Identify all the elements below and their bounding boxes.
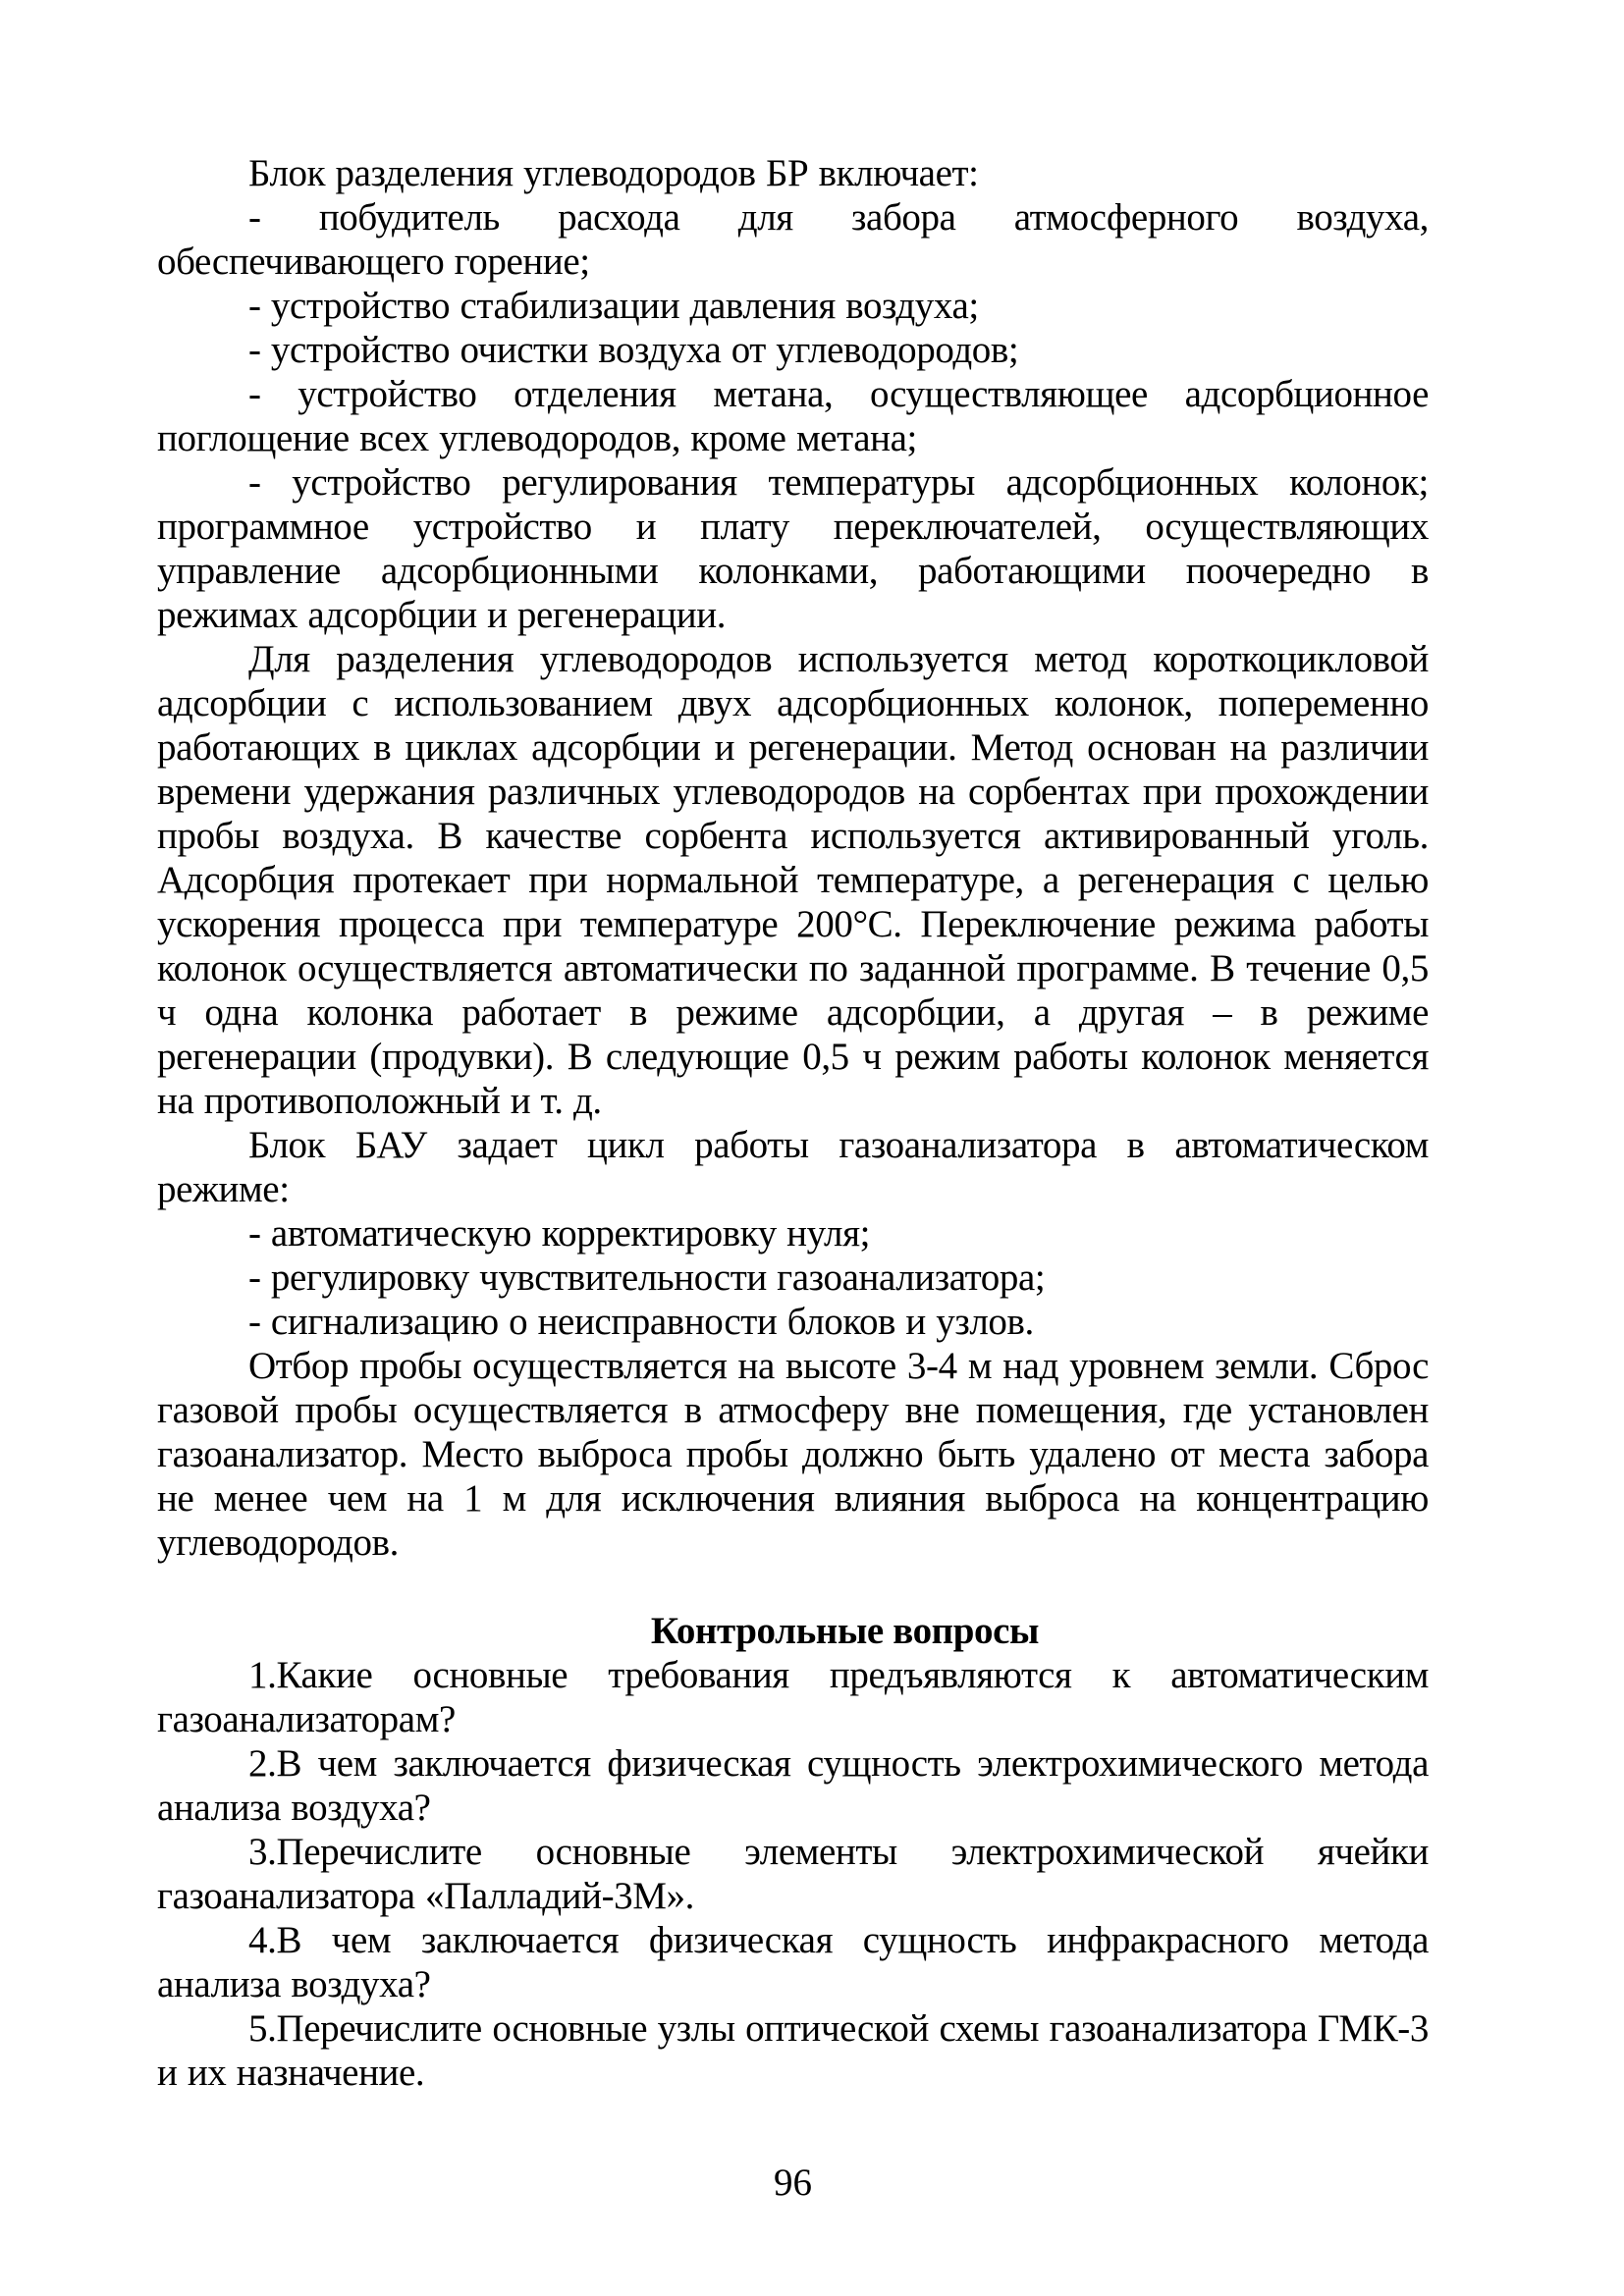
question-3: 3.Перечислите основные элементы электрохимической ячейки газоанализатора «Палладий-3М». [157,1831,1429,1917]
list-item-fault-alarm: - сигнализацию о неисправности блоков и узлов. [248,1301,1034,1343]
question-2: 2.В чем заключается физическая сущность электрохимического метода анализа воздуха? [157,1742,1429,1829]
list-item-air-purifier: - устройство очистки воздуха от углеводородов; [248,329,1019,371]
list-item-zero-correction: - автоматическую корректировку нуля; [248,1212,871,1255]
paragraph-sampling: Отбор пробы осуществляется на высоте 3-4 м над уровнем земли. Сброс газовой пробы осуществляется в атмосферу вне помещения, где установлен газоанализатор. Место выброса пробы должно быть удалено от места забора не менее чем на 1 м для исключения влияния выброса на концентрацию углеводородов. [157,1345,1429,1564]
paragraph-adsorption-method: Для разделения углеводородов используется метод короткоцикловой адсорбции с использованием двух адсорбционных колонок, попеременно работающих в циклах адсорбции и регенерации. Метод основан на различии времени удержания различных углеводородов на сорбентах при прохождении пробы воздуха. В качестве сорбента используется активированный уголь. Адсорбция протекает при нормальной температуре, а регенерация с целью ускорения процесса при температуре 200°С. Переключение режима работы колонок осуществляется автоматически по заданной программе. В течение 0,5 ч одна колонка работает в режиме адсорбции, а другая – в режиме регенерации (продувки). В следующие 0,5 ч режим работы колонок меняется на противоположный и т. д. [157,638,1429,1122]
list-item-flow-inducer: - побудитель расхода для забора атмосферного воздуха, обеспечивающего горение; [157,196,1429,283]
paragraph-bau-block: Блок БАУ задает цикл работы газоанализатора в автоматическом режиме: [157,1124,1429,1210]
paragraph-intro-br-block: Блок разделения углеводородов БР включает: [248,152,979,194]
list-item-temperature-regulator: - устройство регулирования температуры адсорбционных колонок; программное устройство и плату переключателей, осуществляющих управление адсорбционными колонками, работающими поочередно в режимах адсорбции и регенерации. [157,461,1429,636]
question-4: 4.В чем заключается физическая сущность инфракрасного метода анализа воздуха? [157,1919,1429,2005]
list-item-pressure-stabilizer: - устройство стабилизации давления воздуха; [248,285,979,327]
list-item-sensitivity-adjustment: - регулировку чувствительности газоанализатора; [248,1256,1046,1299]
section-heading-control-questions: Контрольные вопросы [650,1610,1040,1652]
question-5: 5.Перечислите основные узлы оптической схемы газоанализатора ГМК-3 и их назначение. [157,2007,1429,2094]
question-1: 1.Какие основные требования предъявляются к автоматическим газоанализаторам? [157,1654,1429,1740]
page-number: 96 [774,2162,812,2204]
list-item-methane-separator: - устройство отделения метана, осуществляющее адсорбционное поглощение всех углеводородов, кроме метана; [157,373,1429,459]
